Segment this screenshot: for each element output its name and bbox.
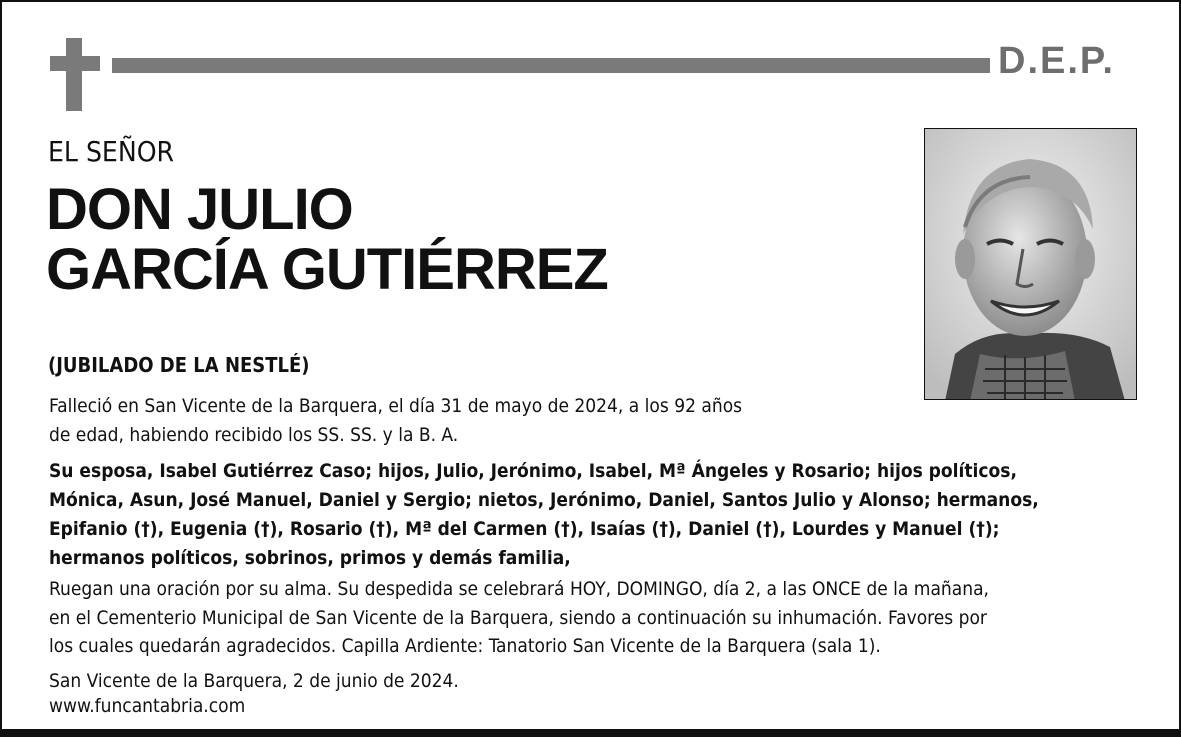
family-line-3: Epifanio (†), Eugenia (†), Rosario (†), Mª del Carmen (†), Isaías (†), Daniel (†), Lourdes y Manuel (†); <box>49 518 1000 540</box>
death-line-2: de edad, habiendo recibido los SS. SS. y la B. A. <box>49 423 459 446</box>
funeral-line-3: los cuales quedarán agradecidos. Capilla Ardiente: Tanatorio San Vicente de la Barquera (sala 1). <box>49 635 881 657</box>
funeral-details <box>49 575 1169 661</box>
death-line-1: Falleció en San Vicente de la Barquera, el día 31 de mayo de 2024, a los 92 años <box>49 395 743 417</box>
funeral-line-1: Ruegan una oración por su alma. Su despedida se celebrará HOY, DOMINGO, día 2, a las ONCE de la mañana, <box>49 578 989 600</box>
name-line-2: GARCÍA GUTIÉRREZ <box>46 237 608 302</box>
family-line-4: hermanos políticos, sobrinos, primos y demás familia, <box>49 547 571 569</box>
dep-label: D.E.P. <box>998 40 1115 82</box>
cross-icon <box>66 38 82 111</box>
occupation: (JUBILADO DE LA NESTLÉ) <box>48 353 310 377</box>
family-line-2: Mónica, Asun, José Manuel, Daniel y Sergio; nietos, Jerónimo, Daniel, Santos Julio y Alonso; hermanos, <box>49 489 1039 511</box>
header-rule <box>112 58 990 73</box>
cross-icon-bar <box>50 56 100 71</box>
footer <box>49 669 1149 719</box>
death-details <box>49 392 869 449</box>
family-list <box>49 457 1159 573</box>
funeral-line-2: en el Cementerio Municipal de San Vicente de la Barquera, siendo a continuación su inhumación. Favores por <box>49 606 987 629</box>
deceased-name <box>46 177 608 302</box>
family-line-1: Su esposa, Isabel Gutiérrez Caso; hijos, Julio, Jerónimo, Isabel, Mª Ángeles y Rosario; hijos políticos, <box>49 460 1017 482</box>
place-date: San Vicente de la Barquera, 2 de junio de 2024. <box>49 670 459 692</box>
salutation: EL SEÑOR <box>48 135 175 168</box>
name-line-1: DON JULIO <box>46 177 353 242</box>
website-link[interactable]: www.funcantabria.com <box>49 695 246 717</box>
portrait-photo <box>924 128 1137 400</box>
